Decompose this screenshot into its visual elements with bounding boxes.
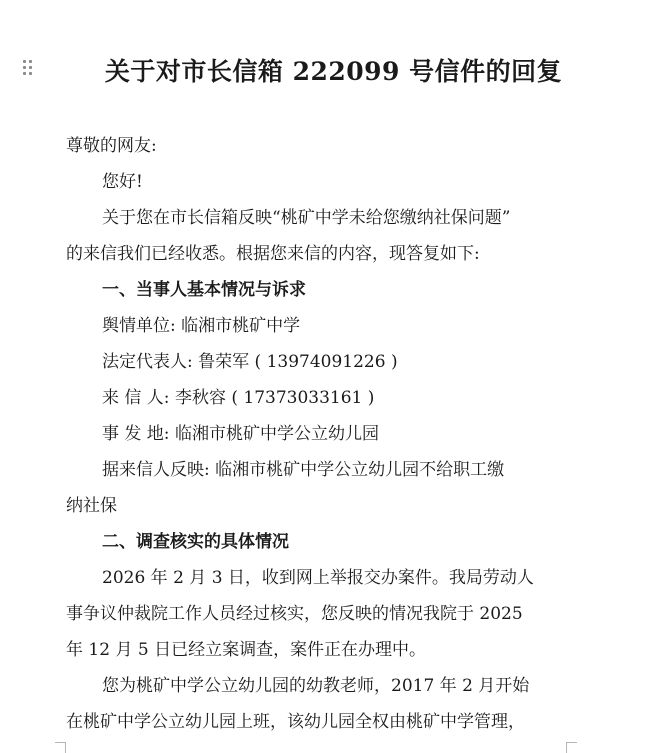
paragraph-line: 年 12 月 5 日已经立案调查，案件正在办理中。 [66, 640, 427, 660]
field-location: 事 发 地: 临湘市桃矿中学公立幼儿园 [102, 424, 379, 444]
intro-line: 的来信我们已经收悉。根据您来信的内容，现答复如下: [66, 244, 480, 264]
report-line: 纳社保 [66, 496, 117, 516]
document-title: 关于对市长信箱 222099 号信件的回复 [104, 57, 563, 86]
paragraph-line: 事争议仲裁院工作人员经过核实，您反映的情况我院于 2025 [66, 604, 523, 624]
page-corner-mark [55, 742, 66, 753]
report-line: 据来信人反映: 临湘市桃矿中学公立幼儿园不给职工缴 [102, 460, 505, 480]
section-heading-2: 二、调查核实的具体情况 [102, 532, 289, 552]
section-heading-1: 一、当事人基本情况与诉求 [102, 280, 306, 300]
salutation: 尊敬的网友: [66, 136, 157, 156]
greeting: 您好! [102, 172, 143, 192]
field-legal-representative: 法定代表人: 鲁荣军 ( 13974091226 ) [102, 352, 398, 372]
field-sender: 来 信 人: 李秋容 ( 17373033161 ) [102, 388, 375, 408]
intro-line: 关于您在市长信箱反映“桃矿中学未给您缴纳社保问题” [102, 208, 511, 228]
page-corner-mark [566, 742, 577, 753]
paragraph-line: 2026 年 2 月 3 日，收到网上举报交办案件。我局劳动人 [102, 568, 534, 588]
paragraph-line: 在桃矿中学公立幼儿园上班，该幼儿园全权由桃矿中学管理， [66, 712, 525, 732]
paragraph-line: 您为桃矿中学公立幼儿园的幼教老师，2017 年 2 月开始 [102, 676, 530, 696]
field-unit: 舆情单位: 临湘市桃矿中学 [102, 316, 301, 336]
